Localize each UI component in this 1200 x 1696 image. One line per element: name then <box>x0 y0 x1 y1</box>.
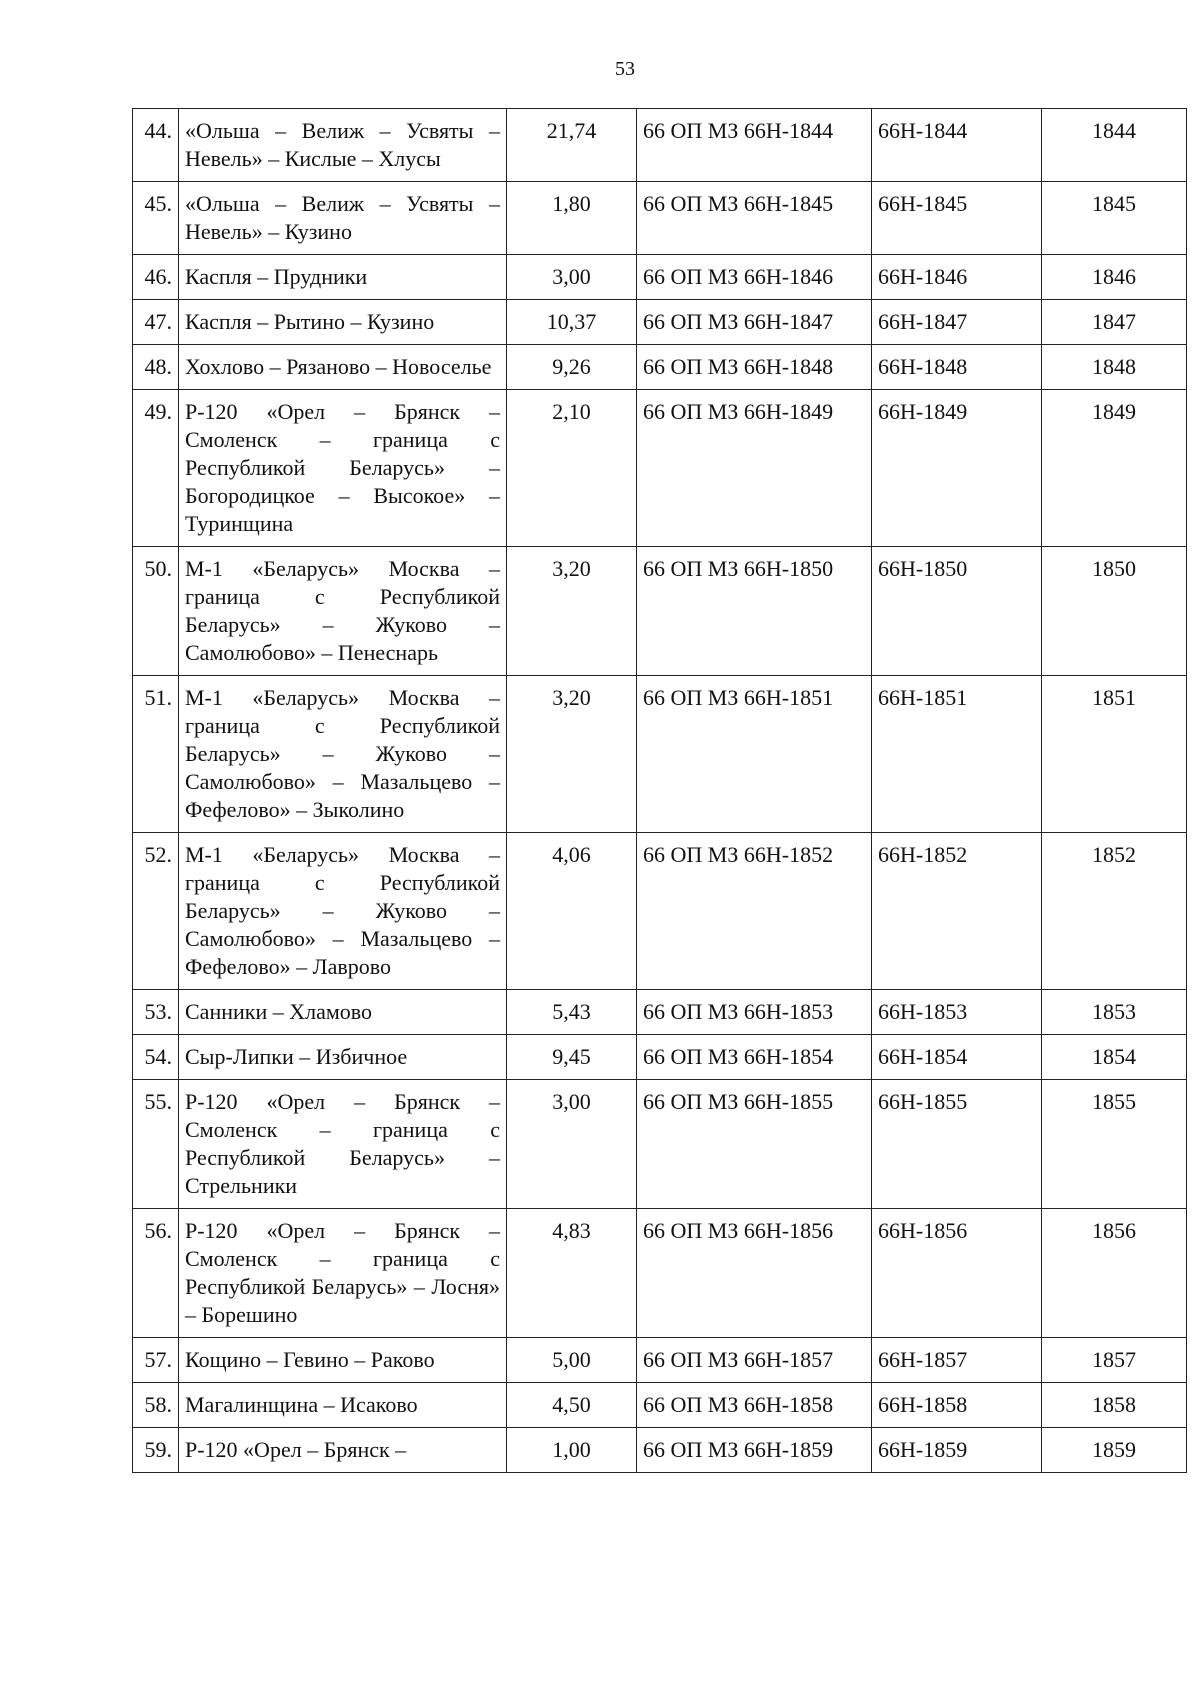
road-length: 4,83 <box>507 1209 637 1338</box>
road-length: 2,10 <box>507 390 637 547</box>
table-row <box>133 547 1187 676</box>
road-name: Каспля – Прудники <box>179 255 507 300</box>
road-short-number: 1857 <box>1042 1338 1187 1383</box>
table-row <box>133 990 1187 1035</box>
row-number: 57. <box>133 1338 179 1383</box>
road-length: 4,06 <box>507 833 637 990</box>
road-name: Каспля – Рытино – Кузино <box>179 300 507 345</box>
road-name: Сыр-Липки – Избичное <box>179 1035 507 1080</box>
page-number: 53 <box>615 58 635 80</box>
table-row <box>133 1383 1187 1428</box>
road-short-number: 1851 <box>1042 676 1187 833</box>
row-number: 44. <box>133 109 179 182</box>
row-number: 50. <box>133 547 179 676</box>
road-length: 1,00 <box>507 1428 637 1473</box>
road-length: 3,00 <box>507 1080 637 1209</box>
road-name: Кощино – Гевино – Раково <box>179 1338 507 1383</box>
road-code: 66Н-1859 <box>872 1428 1042 1473</box>
road-short-number: 1845 <box>1042 182 1187 255</box>
road-short-number: 1850 <box>1042 547 1187 676</box>
row-number: 45. <box>133 182 179 255</box>
row-number: 49. <box>133 390 179 547</box>
road-length: 10,37 <box>507 300 637 345</box>
road-name: Р-120 «Орел – Брянск – Смоленск – граница с Республикой Беларусь» – Стрельники <box>179 1080 507 1209</box>
road-name: Санники – Хламово <box>179 990 507 1035</box>
road-code: 66Н-1848 <box>872 345 1042 390</box>
road-code: 66Н-1849 <box>872 390 1042 547</box>
road-name: М-1 «Беларусь» Москва – граница с Республикой Беларусь» – Жуково – Самолюбово» – Пенеснарь <box>179 547 507 676</box>
road-length: 5,43 <box>507 990 637 1035</box>
table-row <box>133 1338 1187 1383</box>
road-identifier: 66 ОП МЗ 66Н-1855 <box>637 1080 872 1209</box>
row-number: 52. <box>133 833 179 990</box>
table-row <box>133 109 1187 182</box>
road-name: «Ольша – Велиж – Усвяты – Невель» – Кислые – Хлусы <box>179 109 507 182</box>
road-identifier: 66 ОП МЗ 66Н-1858 <box>637 1383 872 1428</box>
road-identifier: 66 ОП МЗ 66Н-1859 <box>637 1428 872 1473</box>
table-row <box>133 1209 1187 1338</box>
road-code: 66Н-1854 <box>872 1035 1042 1080</box>
table-row <box>133 676 1187 833</box>
road-identifier: 66 ОП МЗ 66Н-1856 <box>637 1209 872 1338</box>
table-row <box>133 833 1187 990</box>
road-short-number: 1855 <box>1042 1080 1187 1209</box>
road-length: 9,26 <box>507 345 637 390</box>
row-number: 48. <box>133 345 179 390</box>
road-name: Р-120 «Орел – Брянск – Смоленск – граница с Республикой Беларусь» – Лосня» – Борешино <box>179 1209 507 1338</box>
road-short-number: 1846 <box>1042 255 1187 300</box>
road-length: 4,50 <box>507 1383 637 1428</box>
road-name: Р-120 «Орел – Брянск – <box>179 1428 507 1473</box>
table-row <box>133 1035 1187 1080</box>
road-code: 66Н-1847 <box>872 300 1042 345</box>
road-length: 3,20 <box>507 676 637 833</box>
table-row <box>133 345 1187 390</box>
road-name: Магалинщина – Исаково <box>179 1383 507 1428</box>
road-name: М-1 «Беларусь» Москва – граница с Республикой Беларусь» – Жуково – Самолюбово» – Мазальцево – Фефелово» – Зыколино <box>179 676 507 833</box>
road-code: 66Н-1846 <box>872 255 1042 300</box>
road-code: 66Н-1853 <box>872 990 1042 1035</box>
road-code: 66Н-1850 <box>872 547 1042 676</box>
road-name: Р-120 «Орел – Брянск – Смоленск – граница с Республикой Беларусь» – Богородицкое – Высокое» – Туринщина <box>179 390 507 547</box>
road-short-number: 1848 <box>1042 345 1187 390</box>
table-row <box>133 390 1187 547</box>
road-length: 1,80 <box>507 182 637 255</box>
road-short-number: 1856 <box>1042 1209 1187 1338</box>
roads-table <box>132 108 1187 1473</box>
roads-table-body <box>133 109 1187 1473</box>
road-identifier: 66 ОП МЗ 66Н-1846 <box>637 255 872 300</box>
road-code: 66Н-1855 <box>872 1080 1042 1209</box>
road-short-number: 1854 <box>1042 1035 1187 1080</box>
road-identifier: 66 ОП МЗ 66Н-1850 <box>637 547 872 676</box>
road-short-number: 1853 <box>1042 990 1187 1035</box>
road-length: 21,74 <box>507 109 637 182</box>
road-identifier: 66 ОП МЗ 66Н-1847 <box>637 300 872 345</box>
road-name: М-1 «Беларусь» Москва – граница с Республикой Беларусь» – Жуково – Самолюбово» – Мазальцево – Фефелово» – Лаврово <box>179 833 507 990</box>
road-name: «Ольша – Велиж – Усвяты – Невель» – Кузино <box>179 182 507 255</box>
road-code: 66Н-1844 <box>872 109 1042 182</box>
road-short-number: 1858 <box>1042 1383 1187 1428</box>
table-row <box>133 255 1187 300</box>
road-short-number: 1847 <box>1042 300 1187 345</box>
row-number: 54. <box>133 1035 179 1080</box>
road-short-number: 1859 <box>1042 1428 1187 1473</box>
road-length: 3,00 <box>507 255 637 300</box>
road-length: 9,45 <box>507 1035 637 1080</box>
table-row <box>133 1080 1187 1209</box>
road-short-number: 1852 <box>1042 833 1187 990</box>
road-identifier: 66 ОП МЗ 66Н-1849 <box>637 390 872 547</box>
row-number: 56. <box>133 1209 179 1338</box>
road-identifier: 66 ОП МЗ 66Н-1845 <box>637 182 872 255</box>
road-identifier: 66 ОП МЗ 66Н-1851 <box>637 676 872 833</box>
road-code: 66Н-1857 <box>872 1338 1042 1383</box>
road-length: 5,00 <box>507 1338 637 1383</box>
table-row <box>133 300 1187 345</box>
row-number: 51. <box>133 676 179 833</box>
row-number: 46. <box>133 255 179 300</box>
row-number: 58. <box>133 1383 179 1428</box>
table-row <box>133 182 1187 255</box>
road-length: 3,20 <box>507 547 637 676</box>
row-number: 59. <box>133 1428 179 1473</box>
road-short-number: 1844 <box>1042 109 1187 182</box>
road-code: 66Н-1851 <box>872 676 1042 833</box>
road-identifier: 66 ОП МЗ 66Н-1857 <box>637 1338 872 1383</box>
row-number: 47. <box>133 300 179 345</box>
road-code: 66Н-1845 <box>872 182 1042 255</box>
road-code: 66Н-1858 <box>872 1383 1042 1428</box>
road-identifier: 66 ОП МЗ 66Н-1844 <box>637 109 872 182</box>
road-code: 66Н-1852 <box>872 833 1042 990</box>
road-short-number: 1849 <box>1042 390 1187 547</box>
row-number: 53. <box>133 990 179 1035</box>
table-row <box>133 1428 1187 1473</box>
road-name: Хохлово – Рязаново – Новоселье <box>179 345 507 390</box>
road-identifier: 66 ОП МЗ 66Н-1852 <box>637 833 872 990</box>
row-number: 55. <box>133 1080 179 1209</box>
road-code: 66Н-1856 <box>872 1209 1042 1338</box>
road-identifier: 66 ОП МЗ 66Н-1854 <box>637 1035 872 1080</box>
road-identifier: 66 ОП МЗ 66Н-1848 <box>637 345 872 390</box>
road-identifier: 66 ОП МЗ 66Н-1853 <box>637 990 872 1035</box>
